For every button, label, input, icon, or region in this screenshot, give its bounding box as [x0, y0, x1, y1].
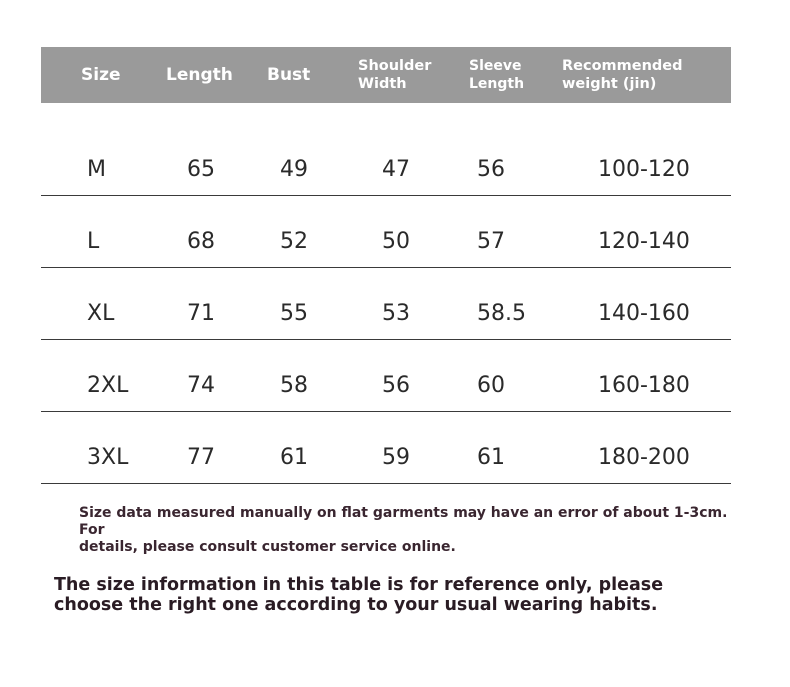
cell-recommended-weight: 140-160 — [598, 301, 690, 326]
cell-shoulder-width: 47 — [382, 157, 410, 182]
cell-size: M — [87, 157, 106, 182]
cell-length: 65 — [187, 157, 215, 182]
cell-bust: 52 — [280, 229, 308, 254]
cell-bust: 61 — [280, 445, 308, 470]
header-bust: Bust — [267, 65, 311, 85]
header-length: Length — [166, 65, 233, 85]
cell-size: 3XL — [87, 445, 129, 470]
cell-length: 68 — [187, 229, 215, 254]
cell-sleeve-length: 61 — [477, 445, 505, 470]
cell-bust: 55 — [280, 301, 308, 326]
cell-shoulder-width: 50 — [382, 229, 410, 254]
cell-length: 74 — [187, 373, 215, 398]
cell-bust: 58 — [280, 373, 308, 398]
header-sleeve-length: Sleeve Length — [469, 58, 525, 92]
table-body — [41, 119, 731, 484]
cell-size: 2XL — [87, 373, 129, 398]
cell-length: 77 — [187, 445, 215, 470]
reference-note: The size information in this table is for reference only, please choose the right one according to your usual wearing habits. — [54, 575, 664, 615]
table-row — [41, 196, 731, 268]
cell-sleeve-length: 58.5 — [477, 301, 526, 326]
cell-recommended-weight: 180-200 — [598, 445, 690, 470]
cell-length: 71 — [187, 301, 215, 326]
cell-recommended-weight: 120-140 — [598, 229, 690, 254]
cell-bust: 49 — [280, 157, 308, 182]
cell-recommended-weight: 100-120 — [598, 157, 690, 182]
cell-size: XL — [87, 301, 115, 326]
header-recommended-weight: Recommended weight (jin) — [562, 58, 683, 92]
size-table — [41, 47, 731, 484]
cell-sleeve-length: 60 — [477, 373, 505, 398]
cell-recommended-weight: 160-180 — [598, 373, 690, 398]
header-shoulder-width: Shoulder Width — [358, 58, 432, 92]
cell-sleeve-length: 57 — [477, 229, 505, 254]
cell-shoulder-width: 53 — [382, 301, 410, 326]
table-row — [41, 412, 731, 484]
measurement-note: Size data measured manually on flat garments may have an error of about 1-3cm. For details, please consult customer service online. — [79, 505, 728, 555]
table-row — [41, 119, 731, 196]
cell-shoulder-width: 59 — [382, 445, 410, 470]
cell-shoulder-width: 56 — [382, 373, 410, 398]
cell-size: L — [87, 229, 100, 254]
header-size: Size — [81, 65, 121, 85]
table-header — [41, 47, 731, 103]
table-row — [41, 340, 731, 412]
cell-sleeve-length: 56 — [477, 157, 505, 182]
table-row — [41, 268, 731, 340]
